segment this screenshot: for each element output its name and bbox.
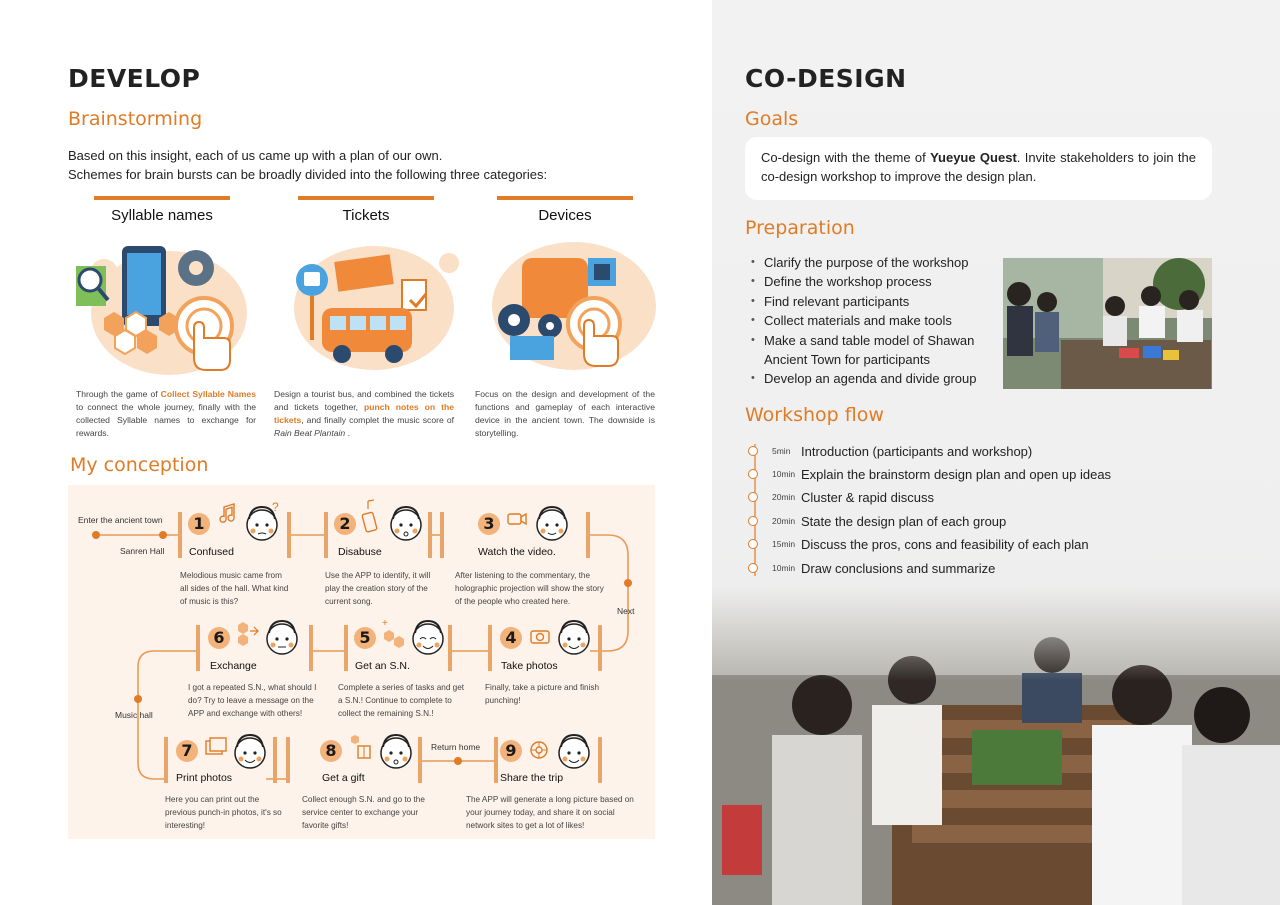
category-desc-tickets bbox=[274, 388, 454, 440]
prep-item: • Collect materials and make tools bbox=[745, 311, 995, 330]
music-note-icon bbox=[218, 501, 242, 531]
step-label-1: Confused bbox=[189, 546, 234, 558]
flow-text: Draw conclusions and summarize bbox=[801, 560, 996, 576]
step-number-6: 6 bbox=[208, 627, 230, 649]
category-tickets bbox=[298, 196, 434, 224]
step-label-4: Take photos bbox=[501, 660, 558, 672]
goals-text-part: . Invite stakeholders to join the co-design workshop to improve the design plan. bbox=[761, 150, 1196, 184]
goals-highlight: Yueyue Quest bbox=[930, 150, 1017, 165]
step-label-8: Get a gift bbox=[322, 772, 365, 784]
preparation-list bbox=[745, 253, 995, 389]
step-label-2: Disabuse bbox=[338, 546, 382, 558]
my-conception-heading: My conception bbox=[70, 454, 209, 476]
flow-item bbox=[748, 464, 1111, 484]
desc-text: . bbox=[345, 428, 350, 438]
exchange-icon bbox=[234, 619, 260, 649]
category-devices bbox=[497, 196, 633, 224]
category-bar bbox=[94, 196, 230, 200]
photo-face-icon bbox=[554, 615, 594, 661]
flow-item bbox=[748, 558, 995, 578]
desc-text: , and finally complet the music score of bbox=[301, 415, 454, 425]
gift-face-icon bbox=[376, 729, 416, 775]
share-face-icon bbox=[554, 729, 594, 775]
camera-icon bbox=[529, 627, 551, 645]
intro-line-2: Schemes for brain bursts can be broadly divided into the following three categories: bbox=[68, 167, 548, 182]
brainstorm-intro bbox=[68, 146, 668, 184]
flow-item bbox=[748, 511, 1006, 531]
flow-dot bbox=[748, 539, 758, 549]
category-title: Devices bbox=[538, 207, 592, 224]
desc-highlight: Collect Syllable Names bbox=[160, 389, 256, 399]
goals-text-part: Co-design with the theme of bbox=[761, 150, 931, 165]
step-desc-8: Collect enough S.N. and go to the service center to exchange your favorite gifts! bbox=[302, 795, 425, 830]
goals-heading: Goals bbox=[745, 108, 799, 130]
prep-item: • Find relevant participants bbox=[745, 292, 995, 311]
step-label-9: Share the trip bbox=[500, 772, 564, 784]
flow-text: Discuss the pros, cons and feasibility of each plan bbox=[801, 536, 1089, 552]
prep-item: • Define the workshop process bbox=[745, 272, 995, 291]
devices-illustration bbox=[484, 228, 664, 378]
confused-face-icon bbox=[242, 501, 282, 547]
intro-line-1: Based on this insight, each of us came up with a plan of our own. bbox=[68, 148, 443, 163]
flow-text: Cluster & rapid discuss bbox=[801, 489, 934, 505]
step-number-4: 4 bbox=[500, 627, 522, 649]
flow-dot bbox=[748, 492, 758, 502]
node-music-hall: Music hall bbox=[115, 710, 153, 720]
brainstorming-heading: Brainstorming bbox=[68, 108, 203, 130]
step-divider bbox=[428, 512, 432, 558]
flow-item bbox=[748, 534, 1089, 554]
step-divider bbox=[488, 625, 492, 671]
video-camera-icon bbox=[506, 509, 528, 527]
flow-dot bbox=[748, 469, 758, 479]
step-desc-6: I got a repeated S.N., what should I do? Try to leave a message on the APP and exchange with others! bbox=[188, 683, 317, 718]
step-divider bbox=[273, 737, 277, 783]
goals-card bbox=[745, 137, 1212, 200]
step-number-9: 9 bbox=[500, 740, 522, 762]
desc-highlight: punch notes on the tickets bbox=[274, 402, 454, 425]
flow-text: Introduction (participants and workshop) bbox=[801, 443, 1033, 459]
desc-text: to connect the whole journey, finally with the collected Syllable names to exchange for rewards. bbox=[76, 402, 256, 438]
step-divider bbox=[164, 737, 168, 783]
node-next: Next bbox=[617, 606, 635, 616]
disabused-face-icon bbox=[386, 501, 426, 547]
step-number-7: 7 bbox=[176, 740, 198, 762]
category-title: Tickets bbox=[342, 207, 390, 224]
step-label-5: Get an S.N. bbox=[355, 660, 410, 672]
watching-face-icon bbox=[532, 501, 572, 547]
svg-text:+: + bbox=[382, 618, 388, 629]
step-label-3: Watch the video. bbox=[478, 546, 556, 558]
step-divider bbox=[287, 512, 291, 558]
tickets-illustration bbox=[284, 228, 464, 378]
workshop-flow-heading: Workshop flow bbox=[745, 404, 884, 426]
step-desc-7: Here you can print out the previous punch-in photos, it's so interesting! bbox=[165, 795, 282, 830]
print-face-icon bbox=[230, 729, 270, 775]
category-bar bbox=[298, 196, 434, 200]
step-desc-5: Complete a series of tasks and get a S.N.! Continue to complete to collect the remaining S.N.! bbox=[338, 683, 465, 718]
step-number-3: 3 bbox=[478, 513, 500, 535]
category-desc-devices: Focus on the design and development of the functions and gameplay of each interactive device in the ancient town. The downside is storytelling. bbox=[475, 389, 655, 438]
step-desc-1: Melodious music came from all sides of the hall. What kind of music is this? bbox=[180, 571, 289, 606]
step-number-2: 2 bbox=[334, 513, 356, 535]
prep-item: • Develop an agenda and divide group bbox=[745, 369, 995, 388]
hexagon-icon bbox=[380, 617, 406, 651]
flow-item bbox=[748, 441, 1032, 461]
flow-time: 10min bbox=[772, 563, 796, 573]
prep-item: • Make a sand table model of Shawan Ancient Town for participants bbox=[745, 331, 995, 370]
step-desc-2: Use the APP to identify, it will play the creation story of the current song. bbox=[325, 571, 431, 606]
goals-text bbox=[745, 137, 1212, 186]
step-divider bbox=[494, 737, 498, 783]
step-desc-9: The APP will generate a long picture based on your journey today, and share it on social network sites to get a lot of likes! bbox=[466, 795, 634, 830]
step-label-6: Exchange bbox=[210, 660, 257, 672]
category-title: Syllable names bbox=[111, 207, 213, 224]
flow-time: 10min bbox=[772, 469, 796, 479]
step-divider bbox=[598, 737, 602, 783]
step-divider bbox=[309, 625, 313, 671]
step-number-8: 8 bbox=[320, 740, 342, 762]
conception-panel bbox=[68, 485, 655, 839]
gift-icon bbox=[348, 731, 374, 761]
step-divider bbox=[324, 512, 328, 558]
prep-item: • Clarify the purpose of the workshop bbox=[745, 253, 995, 272]
category-desc-syllable bbox=[76, 388, 256, 440]
happy-face-icon bbox=[408, 615, 448, 661]
category-bar bbox=[497, 196, 633, 200]
workshop-photo bbox=[1003, 258, 1212, 389]
step-desc-4: Finally, take a picture and finish punching! bbox=[485, 683, 600, 705]
step-number-1: 1 bbox=[188, 513, 210, 535]
step-label-7: Print photos bbox=[176, 772, 233, 784]
flow-dot bbox=[748, 516, 758, 526]
flow-dot bbox=[748, 563, 758, 573]
step-divider bbox=[196, 625, 200, 671]
develop-title: DEVELOP bbox=[68, 64, 201, 93]
step-divider bbox=[440, 512, 444, 558]
flow-time: 20min bbox=[772, 516, 796, 526]
exchange-face-icon bbox=[262, 615, 302, 661]
codesign-title: CO-DESIGN bbox=[745, 64, 907, 93]
desc-text: Through the game of bbox=[76, 389, 161, 399]
flow-time: 20min bbox=[772, 492, 796, 502]
share-icon bbox=[528, 739, 550, 761]
flow-item bbox=[748, 487, 934, 507]
category-syllable-names bbox=[94, 196, 230, 224]
flow-text: State the design plan of each group bbox=[801, 513, 1007, 529]
svg-text:?: ? bbox=[272, 501, 279, 514]
flow-time: 15min bbox=[772, 539, 796, 549]
desc-italic: Rain Beat Plantain bbox=[274, 428, 346, 438]
desc-text: Design a tourist bus, and combined the tickets and tickets together, bbox=[274, 389, 454, 412]
step-divider bbox=[286, 737, 290, 783]
preparation-heading: Preparation bbox=[745, 217, 855, 239]
node-enter-ancient-town: Enter the ancient town bbox=[78, 515, 163, 525]
step-divider bbox=[344, 625, 348, 671]
flow-dot bbox=[748, 446, 758, 456]
node-sanren-hall: Sanren Hall bbox=[120, 546, 165, 556]
syllable-names-illustration bbox=[74, 228, 254, 378]
step-desc-3: After listening to the commentary, the holographic projection will show the story of the people who created here. bbox=[455, 571, 604, 606]
step-number-5: 5 bbox=[354, 627, 376, 649]
flow-time: 5min bbox=[772, 446, 791, 456]
flow-text: Explain the brainstorm design plan and open up ideas bbox=[801, 466, 1112, 482]
photos-icon bbox=[204, 737, 228, 759]
step-divider bbox=[598, 625, 602, 671]
step-divider bbox=[448, 625, 452, 671]
workshop-group-photo bbox=[712, 585, 1280, 905]
node-return-home: Return home bbox=[431, 742, 481, 752]
codesign-page bbox=[712, 0, 1280, 905]
phone-icon bbox=[360, 499, 382, 533]
step-divider bbox=[586, 512, 590, 558]
step-divider bbox=[178, 512, 182, 558]
step-divider bbox=[418, 737, 422, 783]
